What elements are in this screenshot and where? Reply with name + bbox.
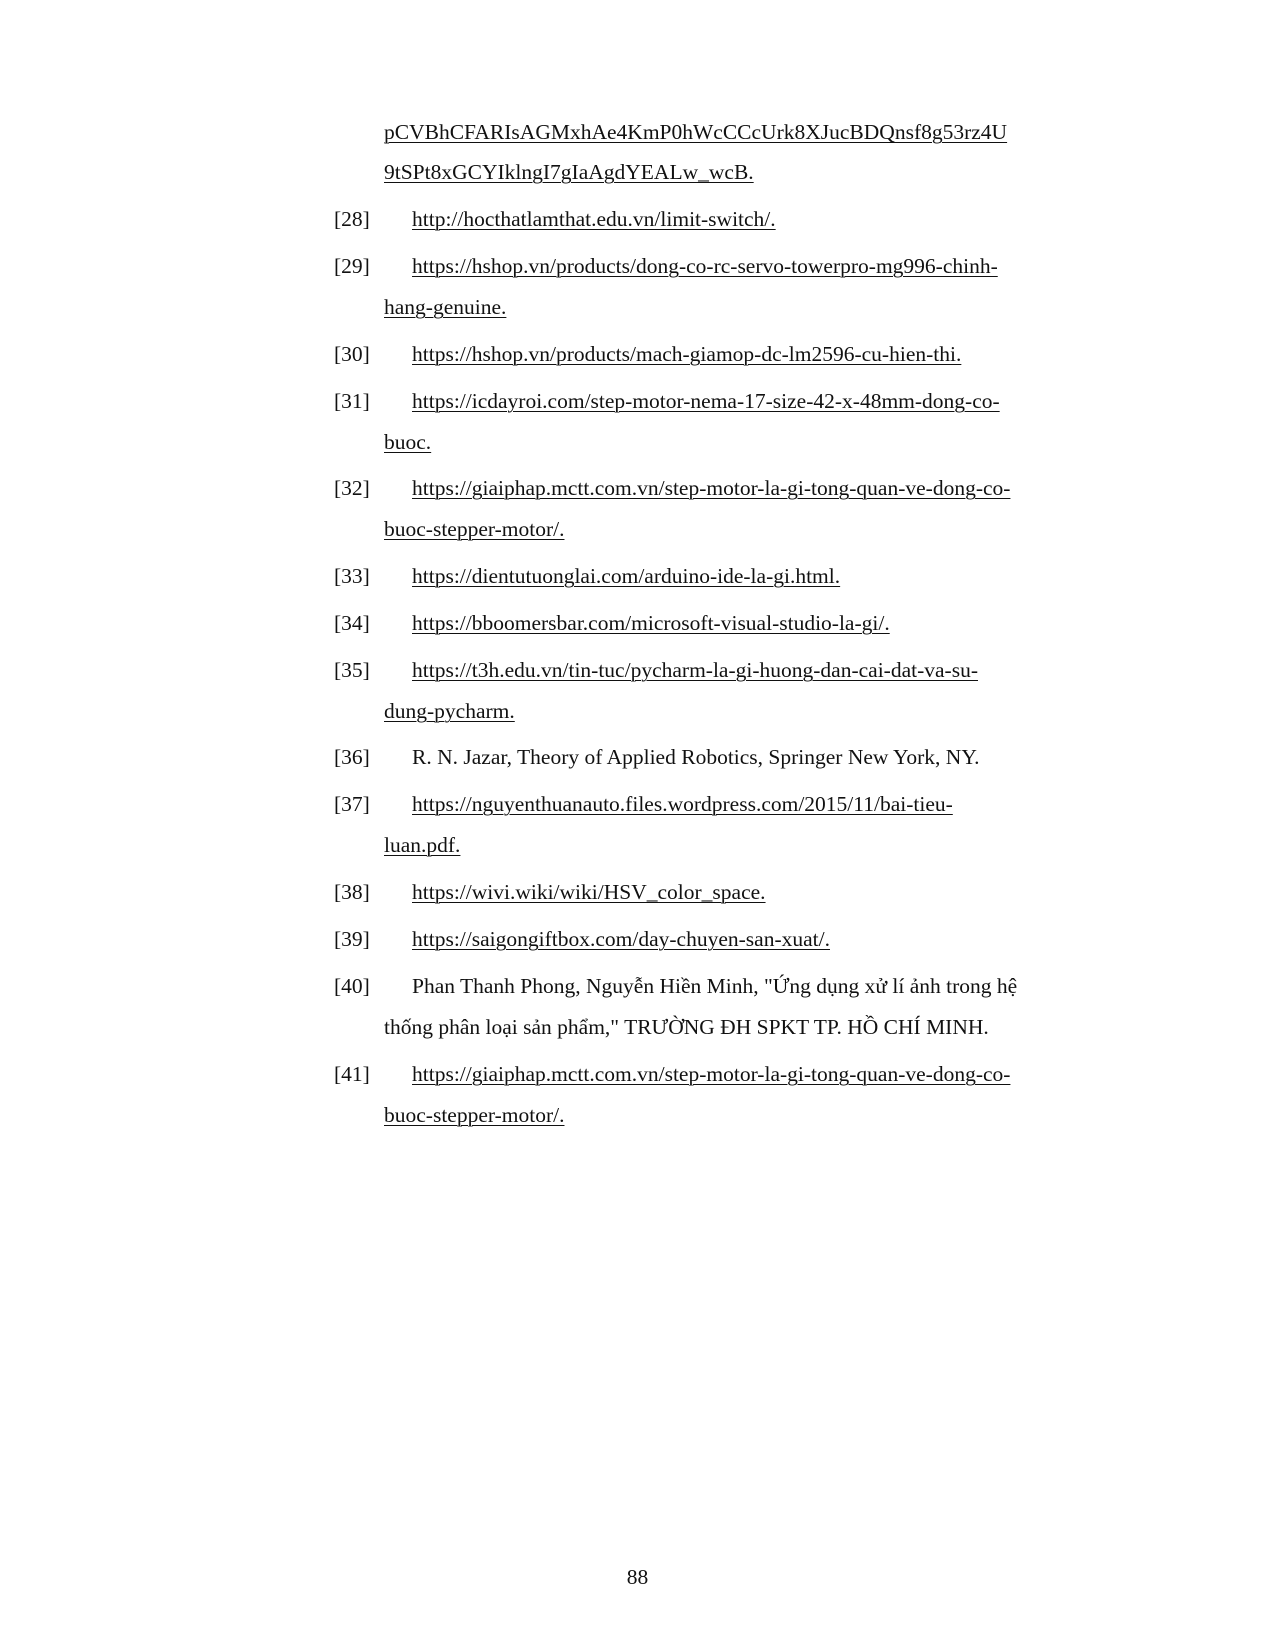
- reference-number: [36]: [334, 745, 370, 769]
- page-number: 88: [626, 1565, 649, 1589]
- reference-link[interactable]: https://icdayroi.com/step-motor-nema-17-size-42-x-48mm-dong-co-: [412, 389, 1000, 413]
- reference-link[interactable]: https://giaiphap.mctt.com.vn/step-motor-la-gi-tong-quan-ve-dong-co-: [412, 1062, 1011, 1086]
- reference-number: [33]: [334, 564, 370, 588]
- reference-link[interactable]: hang-genuine.: [384, 295, 507, 319]
- reference-link[interactable]: https://dientutuonglai.com/arduino-ide-la-gi.html.: [412, 564, 841, 588]
- reference-text: thống phân loại sản phẩm," TRƯỜNG ĐH SPKT TP. HỒ CHÍ MINH.: [384, 1015, 989, 1039]
- reference-link[interactable]: https://hshop.vn/products/mach-giamop-dc-lm2596-cu-hien-thi.: [412, 342, 962, 366]
- reference-number: [28]: [334, 207, 370, 231]
- reference-link[interactable]: dung-pycharm.: [384, 699, 515, 723]
- reference-number: [39]: [334, 927, 370, 951]
- reference-link[interactable]: buoc-stepper-motor/.: [384, 517, 565, 541]
- reference-number: [38]: [334, 880, 370, 904]
- reference-text: Phan Thanh Phong, Nguyễn Hiền Minh, "Ứng dụng xử lí ảnh trong hệ: [412, 974, 1018, 998]
- reference-link[interactable]: https://bboomersbar.com/microsoft-visual-studio-la-gi/.: [412, 611, 890, 635]
- reference-number: [41]: [334, 1062, 370, 1086]
- reference-link[interactable]: buoc-stepper-motor/.: [384, 1103, 565, 1127]
- reference-link[interactable]: https://wivi.wiki/wiki/HSV_color_space.: [412, 880, 766, 904]
- reference-number: [40]: [334, 974, 370, 998]
- reference-link[interactable]: buoc.: [384, 430, 432, 454]
- reference-text: R. N. Jazar, Theory of Applied Robotics, Springer New York, NY.: [412, 745, 980, 769]
- reference-link[interactable]: luan.pdf.: [384, 833, 461, 857]
- reference-number: [37]: [334, 792, 370, 816]
- reference-link-continuation[interactable]: 9tSPt8xGCYIklngI7gIaAgdYEALw_wcB.: [384, 160, 754, 184]
- reference-link-continuation[interactable]: pCVBhCFARIsAGMxhAe4KmP0hWcCCcUrk8XJucBDQnsf8g53rz4U: [384, 120, 1008, 144]
- reference-number: [29]: [334, 254, 370, 278]
- reference-number: [30]: [334, 342, 370, 366]
- reference-number: [35]: [334, 658, 370, 682]
- reference-link[interactable]: https://giaiphap.mctt.com.vn/step-motor-la-gi-tong-quan-ve-dong-co-: [412, 476, 1011, 500]
- reference-number: [31]: [334, 389, 370, 413]
- reference-link[interactable]: http://hocthatlamthat.edu.vn/limit-switch/.: [412, 207, 776, 231]
- reference-link[interactable]: https://t3h.edu.vn/tin-tuc/pycharm-la-gi-huong-dan-cai-dat-va-su-: [412, 658, 978, 682]
- reference-number: [32]: [334, 476, 370, 500]
- reference-link[interactable]: https://nguyenthuanauto.files.wordpress.com/2015/11/bai-tieu-: [412, 792, 953, 816]
- reference-link[interactable]: https://hshop.vn/products/dong-co-rc-servo-towerpro-mg996-chinh-: [412, 254, 998, 278]
- reference-link[interactable]: https://saigongiftbox.com/day-chuyen-san-xuat/.: [412, 927, 830, 951]
- reference-number: [34]: [334, 611, 370, 635]
